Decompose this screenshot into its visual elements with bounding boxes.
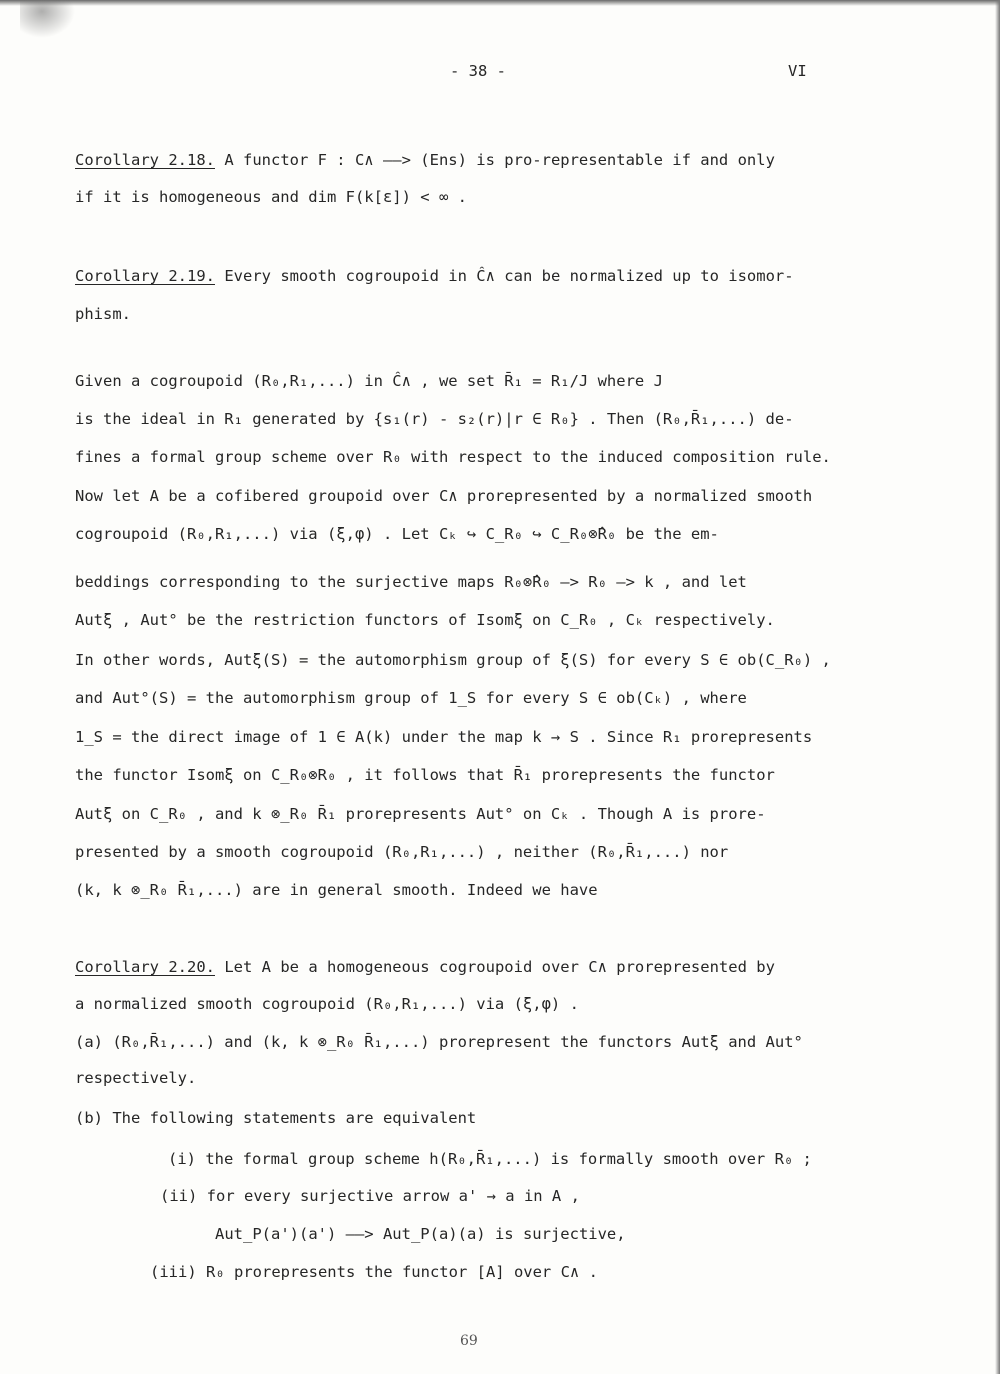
corollary-2-19-line2: phism. <box>75 305 131 323</box>
corollary-2-20-statement-1: Let A be a homogeneous cogroupoid over C∧ prorepresented by <box>224 958 775 976</box>
corollary-2-19-statement-1: Every smooth cogroupoid in Ĉ∧ can be normalized up to isomor- <box>224 267 794 285</box>
corollary-2-20-line2: a normalized smooth cogroupoid (R₀,R₁,...) via (ξ,φ) . <box>75 995 579 1013</box>
corollary-2-18-line1 <box>75 149 775 171</box>
corollary-2-18-line2: if it is homogeneous and dim F(k[ε]) < ∞ . <box>75 188 467 206</box>
body-line: 1_S = the direct image of 1 ∈ A(k) under the map k → S . Since R₁ prorepresents <box>75 728 813 746</box>
body-line: Autξ , Aut° be the restriction functors of Isomξ on C_R₀ , Cₖ respectively. <box>75 611 775 629</box>
corollary-2-20-part-b: (b) The following statements are equivalent <box>75 1109 477 1127</box>
body-line: the functor Isomξ on C_R₀⊗R₀ , it follows that R̄₁ prorepresents the functor <box>75 766 775 784</box>
corollary-2-20-line1 <box>75 956 775 978</box>
body-line: Autξ on C_R₀ , and k ⊗_R₀ R̄₁ prorepresents Aut° on Cₖ . Though A is prore- <box>75 805 766 823</box>
corollary-2-19-label: Corollary 2.19. <box>75 267 215 285</box>
body-line: In other words, Autξ(S) = the automorphism group of ξ(S) for every S ∈ ob(C_R₀) , <box>75 651 831 669</box>
body-line: Given a cogroupoid (R₀,R₁,...) in Ĉ∧ , we set R̄₁ = R₁/J where J <box>75 372 663 390</box>
scan-edge-top <box>0 0 1000 6</box>
scan-edge-right <box>995 0 1000 1374</box>
corollary-2-20-item-ii: (ii) for every surjective arrow a' → a in A , <box>160 1187 580 1205</box>
body-line: cogroupoid (R₀,R₁,...) via (ξ,φ) . Let Cₖ ↪ C_R₀ ↪ C_R₀⊗̂R₀ be the em- <box>75 525 719 543</box>
body-line: beddings corresponding to the surjective maps R₀⊗̂R₀ —> R₀ —> k , and let <box>75 573 747 591</box>
page-number: - 38 - <box>450 62 506 80</box>
corollary-2-20-item-i: (i) the formal group scheme h(R₀,R̄₁,...) is formally smooth over R₀ ; <box>168 1150 812 1168</box>
corollary-2-19-line1 <box>75 265 794 287</box>
corollary-2-20-part-a: (a) (R₀,R̄₁,...) and (k, k ⊗_R₀ R̄₁,...) prorepresent the functors Autξ and Aut° <box>75 1033 803 1051</box>
corollary-2-18-label: Corollary 2.18. <box>75 151 215 169</box>
body-line: is the ideal in R₁ generated by {s₁(r) - s₂(r)|r ∈ R₀} . Then (R₀,R̄₁,...) de- <box>75 410 794 428</box>
body-line: presented by a smooth cogroupoid (R₀,R₁,...) , neither (R₀,R̄₁,...) nor <box>75 843 729 861</box>
folio-number: 69 <box>460 1333 478 1349</box>
corollary-2-18-statement-1: A functor F : C∧ ——> (Ens) is pro-representable if and only <box>224 151 775 169</box>
corollary-2-20-part-a-cont: respectively. <box>75 1069 197 1087</box>
body-line: fines a formal group scheme over R₀ with respect to the induced composition rule. <box>75 448 831 466</box>
corollary-2-20-label: Corollary 2.20. <box>75 958 215 976</box>
body-line: Now let A be a cofibered groupoid over C∧ prorepresented by a normalized smooth <box>75 487 813 505</box>
corollary-2-20-item-ii-cont: Aut_P(a')(a') ——> Aut_P(a)(a) is surjective, <box>215 1225 626 1243</box>
body-line: (k, k ⊗_R₀ R̄₁,...) are in general smooth. Indeed we have <box>75 881 598 899</box>
body-line: and Aut°(S) = the automorphism group of 1_S for every S ∈ ob(Cₖ) , where <box>75 689 747 707</box>
scan-smudge <box>20 0 75 38</box>
chapter-number: VI <box>788 62 807 80</box>
corollary-2-20-item-iii: (iii) R₀ prorepresents the functor [A] over C∧ . <box>150 1263 598 1281</box>
